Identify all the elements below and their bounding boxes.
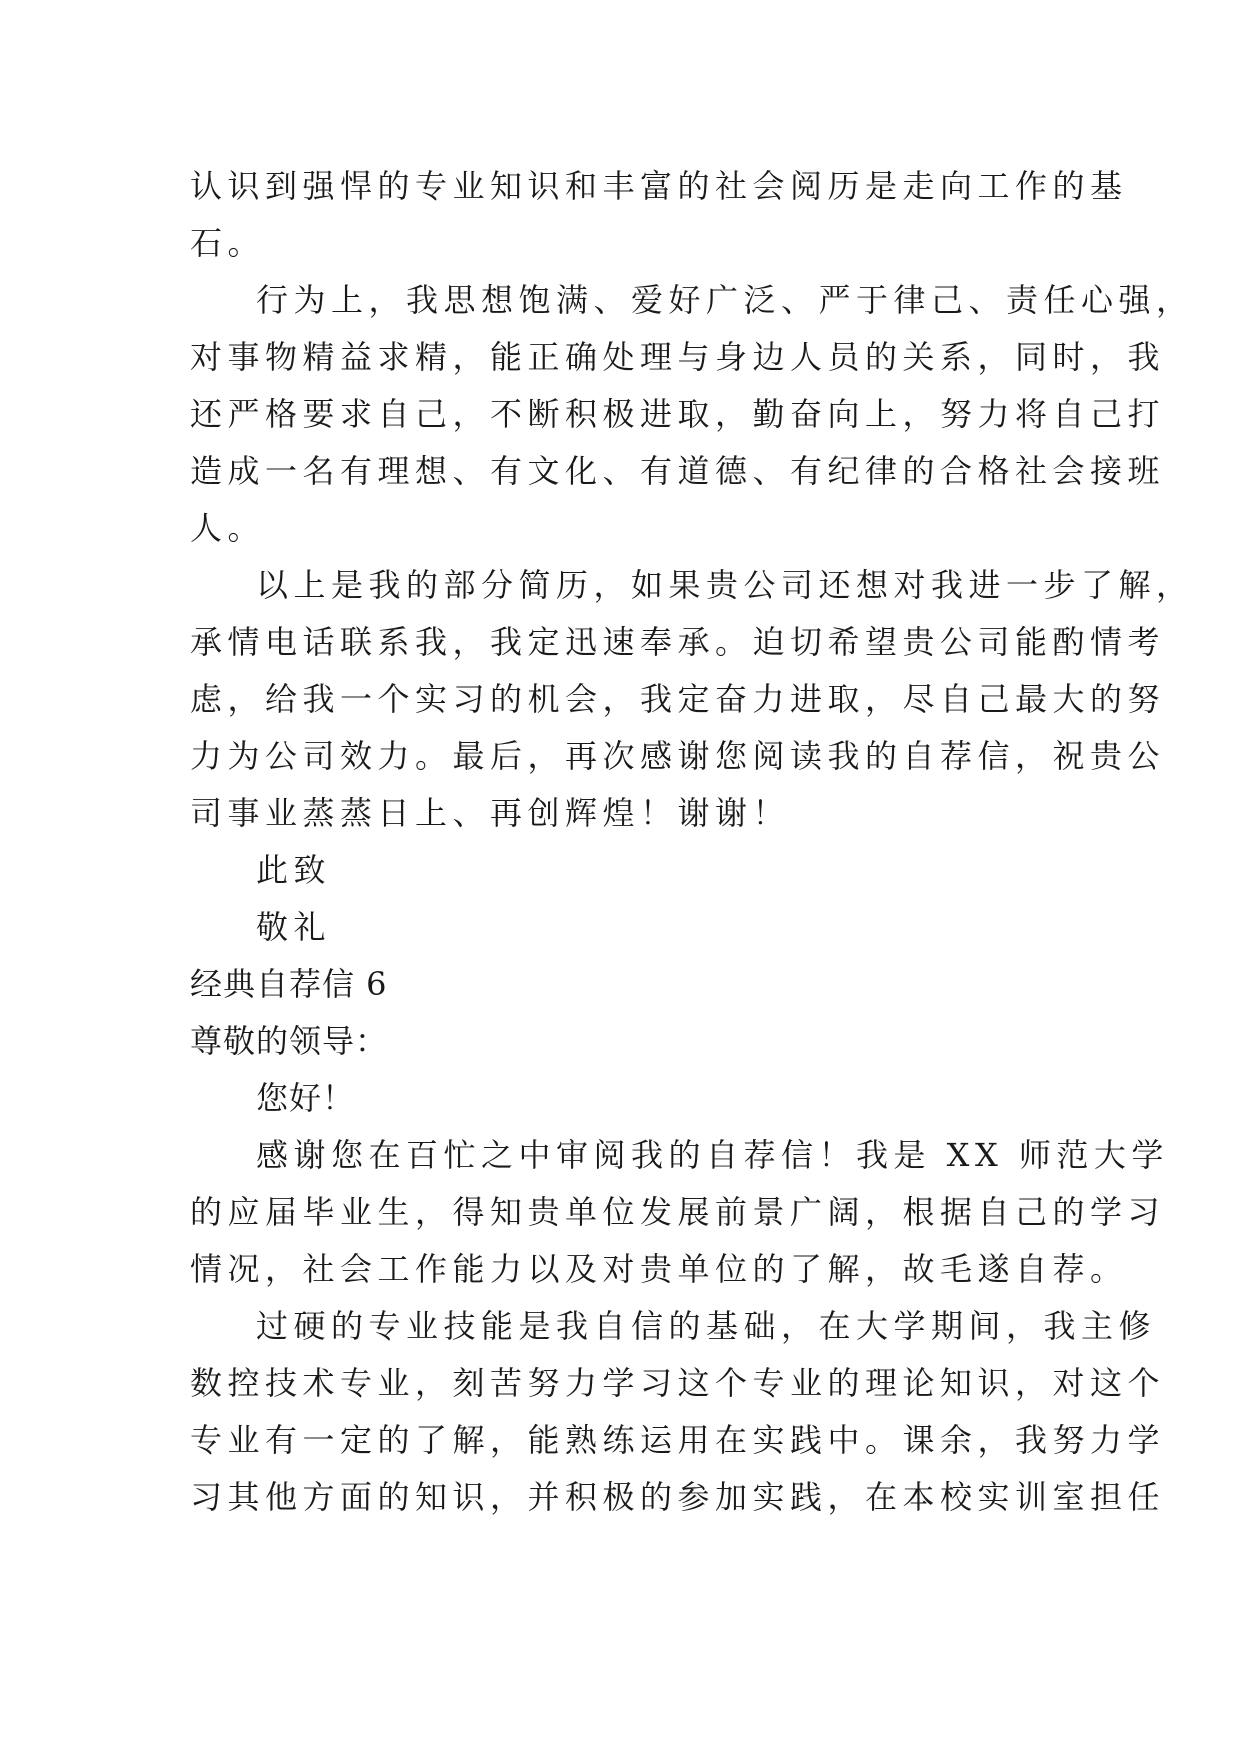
- text-line: 还严格要求自己，不断积极进取，勤奋向上，努力将自己打: [190, 395, 1166, 433]
- text-line: 石。: [190, 224, 266, 262]
- greeting: 尊敬的领导：: [190, 1022, 389, 1060]
- text-line: 情况，社会工作能力以及对贵单位的了解，故毛遂自荐。: [190, 1250, 1128, 1288]
- paragraph-line: 感谢您在百忙之中审阅我的自荐信！我是 XX 师范大学: [256, 1136, 1169, 1174]
- text-line: 人。: [190, 509, 266, 547]
- text-line: 数控技术专业，刻苦努力学习这个专业的理论知识，对这个: [190, 1364, 1166, 1402]
- text-line: 认识到强悍的专业知识和丰富的社会阅历是走向工作的基: [190, 167, 1128, 205]
- text-line: 承情电话联系我，我定迅速奉承。迫切希望贵公司能酌情考: [190, 623, 1166, 661]
- paragraph-line: 过硬的专业技能是我自信的基础，在大学期间，我主修: [256, 1307, 1157, 1345]
- closing-regards: 敬礼: [256, 908, 332, 946]
- text-line: 虑，给我一个实习的机会，我定奋力进取，尽自己最大的努: [190, 680, 1166, 718]
- text-line: 司事业蒸蒸日上、再创辉煌！谢谢！: [190, 794, 791, 832]
- text-line: 对事物精益求精，能正确处理与身边人员的关系，同时，我: [190, 338, 1166, 376]
- section-heading: 经典自荐信 6: [190, 965, 388, 1003]
- text-line: 习其他方面的知识，并积极的参加实践，在本校实训室担任: [190, 1478, 1166, 1516]
- greeting-line: 您好！: [256, 1079, 356, 1117]
- text-line: 力为公司效力。最后，再次感谢您阅读我的自荐信，祝贵公: [190, 737, 1166, 775]
- closing-salutation: 此致: [256, 851, 332, 889]
- paragraph-line: 以上是我的部分简历，如果贵公司还想对我进一步了解，: [256, 566, 1194, 604]
- text-line: 的应届毕业生，得知贵单位发展前景广阔，根据自己的学习: [190, 1193, 1166, 1231]
- paragraph-line: 行为上，我思想饱满、爱好广泛、严于律己、责任心强，: [256, 281, 1194, 319]
- text-line: 造成一名有理想、有文化、有道德、有纪律的合格社会接班: [190, 452, 1166, 490]
- text-line: 专业有一定的了解，能熟练运用在实践中。课余，我努力学: [190, 1421, 1166, 1459]
